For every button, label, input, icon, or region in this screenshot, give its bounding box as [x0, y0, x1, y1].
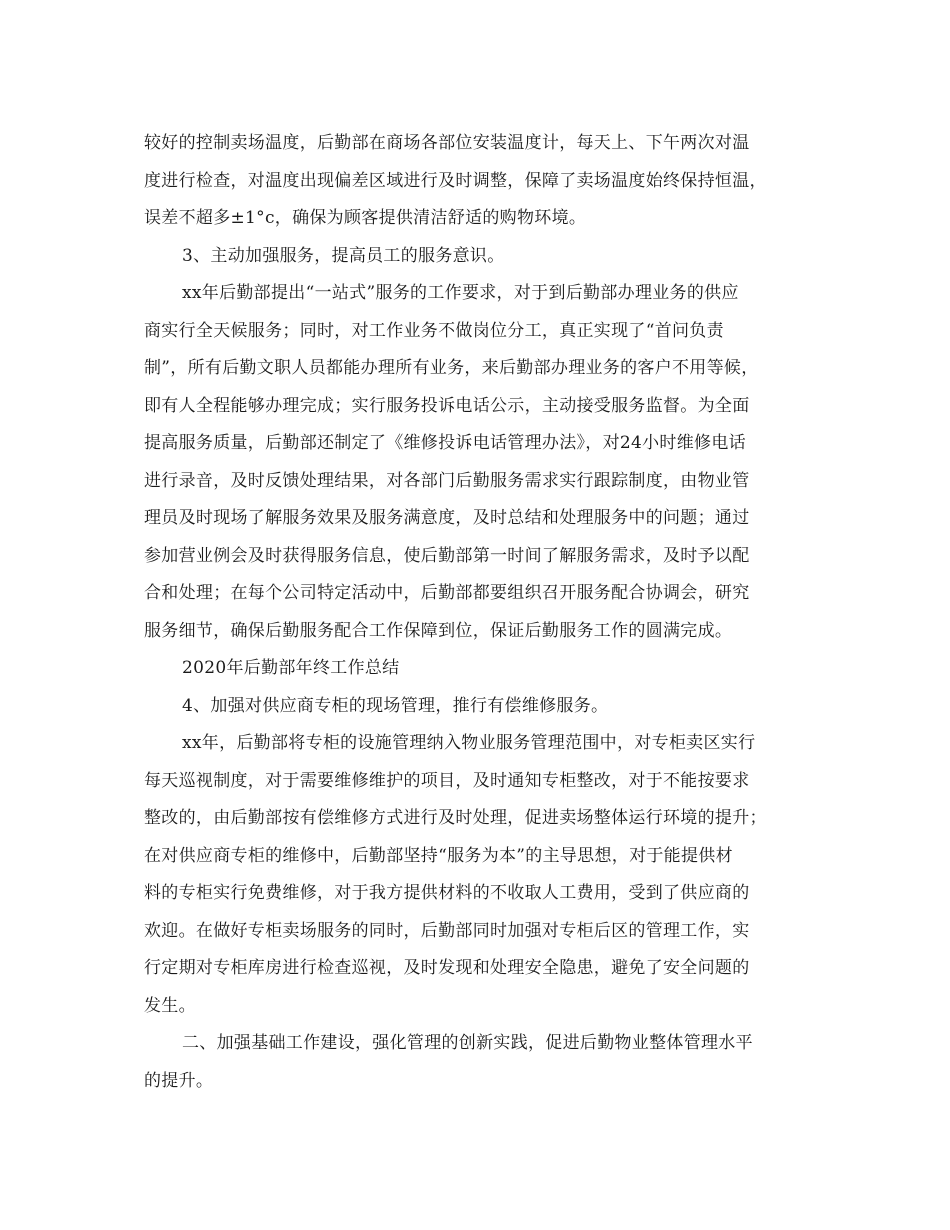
paragraph-line: 较好的控制卖场温度，后勤部在商场各部位安装温度计，每天上、下午两次对温 — [144, 133, 750, 153]
paragraph-line: 商实行全天候服务；同时，对工作业务不做岗位分工，真正实现了“首问负责 — [144, 321, 724, 341]
paragraph-line: 发生。 — [144, 996, 196, 1016]
paragraph-line: 料的专柜实行免费维修，对于我方提供材料的不收取人工费用，受到了供应商的 — [144, 883, 750, 903]
paragraph-line: xx年，后勤部将专柜的设施管理纳入物业服务管理范围中，对专柜卖区实行 — [182, 733, 756, 753]
section-heading: 4、加强对供应商专柜的现场管理，推行有偿维修服务。 — [182, 696, 609, 716]
paragraph-line: 理员及时现场了解服务效果及服务满意度，及时总结和处理服务中的问题；通过 — [144, 508, 750, 528]
section-heading: 二、加强基础工作建设，强化管理的创新实践，促进后勤物业整体管理水平 — [182, 1033, 753, 1053]
paragraph-line: 参加营业例会及时获得服务信息，使后勤部第一时间了解服务需求，及时予以配 — [144, 546, 750, 566]
paragraph-line: xx年后勤部提出“一站式”服务的工作要求，对于到后勤部办理业务的供应 — [182, 283, 739, 303]
paragraph-line: 行定期对专柜库房进行检查巡视，及时发现和处理安全隐患，避免了安全问题的 — [144, 958, 750, 978]
paragraph-line: 制”，所有后勤文职人员都能办理所有业务，来后勤部办理业务的客户不用等候， — [144, 358, 759, 378]
paragraph-line: 服务细节，确保后勤服务配合工作保障到位，保证后勤服务工作的圆满完成。 — [144, 621, 733, 641]
paragraph-line: 整改的，由后勤部按有偿维修方式进行及时处理，促进卖场整体运行环境的提升； — [144, 808, 767, 828]
paragraph-line: 进行录音，及时反馈处理结果，对各部门后勤服务需求实行跟踪制度，由物业管 — [144, 471, 750, 491]
paragraph-line: 误差不超多±1°c，确保为顾客提供清洁舒适的购物环境。 — [144, 208, 587, 228]
paragraph-line: 在对供应商专柜的维修中，后勤部坚持“服务为本”的主导思想，对于能提供材 — [144, 846, 733, 866]
paragraph-line: 欢迎。在做好专柜卖场服务的同时，后勤部同时加强对专柜后区的管理工作，实 — [144, 921, 750, 941]
paragraph-line: 提高服务质量，后勤部还制定了《维修投诉电话管理办法》，对24小时维修电话 — [144, 433, 746, 453]
section-heading-continued: 的提升。 — [144, 1071, 214, 1091]
paragraph-line: 每天巡视制度，对于需要维修维护的项目，及时通知专柜整改，对于不能按要求 — [144, 771, 750, 791]
section-heading: 3、主动加强服务，提高员工的服务意识。 — [182, 246, 505, 266]
paragraph-line: 即有人全程能够办理完成；实行服务投诉电话公示，主动接受服务监督。为全面 — [144, 396, 750, 416]
paragraph-line: 度进行检查，对温度出现偏差区域进行及时调整，保障了卖场温度始终保持恒温， — [144, 171, 767, 191]
paragraph-line: 合和处理；在每个公司特定活动中，后勤部都要组织召开服务配合协调会，研究 — [144, 583, 750, 603]
document-subtitle: 2020年后勤部年终工作总结 — [182, 658, 400, 678]
